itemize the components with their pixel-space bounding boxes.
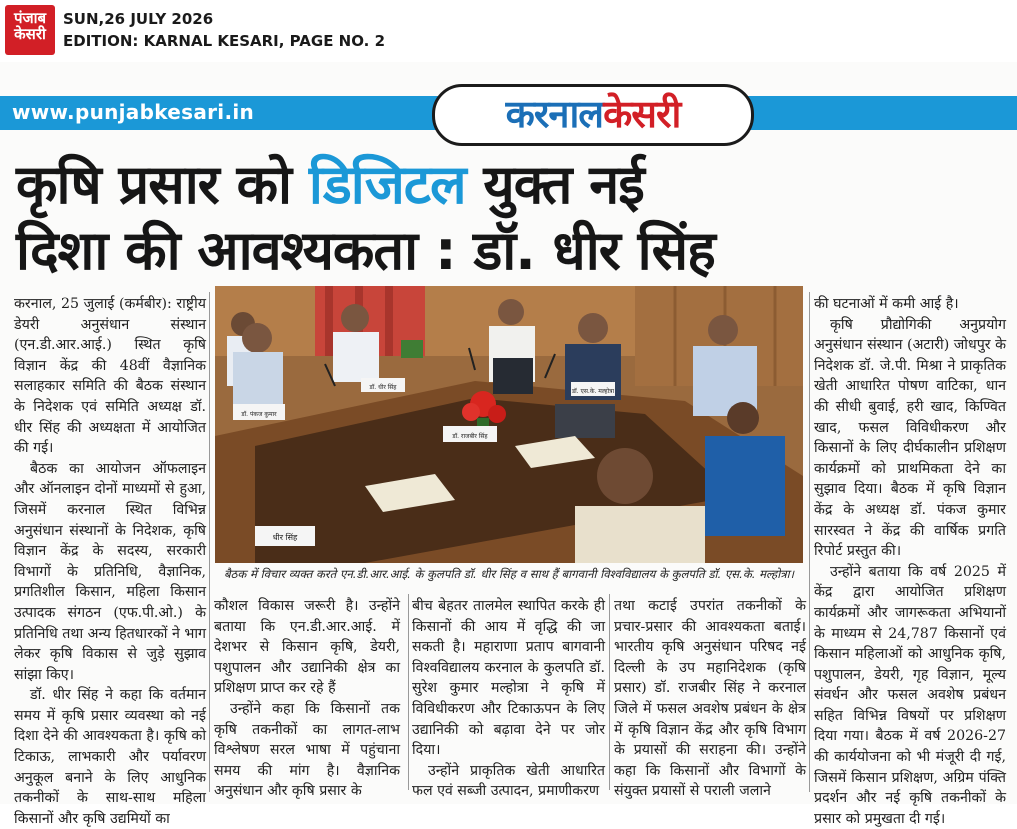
punjab-kesari-logo xyxy=(5,5,55,55)
article-column-1 xyxy=(14,294,206,829)
paragraph: तथा कटाई उपरांत तकनीकों के प्रचार-प्रसार की आवश्यकता बताई। भारतीय कृषि अनुसंधान परिषद नई दिल्ली के उप महानिदेशक (कृषि प्रसार) डॉ. राजबीर सिंह ने करनाल जिले में फसल अवशेष प्रबंधन के क्षेत्र में कृषि विज्ञान केंद्र और कृषि विभाग के प्रयासों की सराहना की। उन्होंने कहा कि किसानों और विभागों के संयुक्त प्रयासों से पराली जलाने xyxy=(614,598,806,800)
column-divider xyxy=(609,594,610,790)
nameplate-text: डॉ. राजबीर सिंह xyxy=(452,433,488,440)
website-url[interactable]: www.punjabkesari.in xyxy=(12,100,255,124)
headline-highlight: डिजिटल xyxy=(308,153,466,216)
paragraph: की घटनाओं में कमी आई है। xyxy=(814,296,959,312)
edition-date: SUN,26 JULY 2026 xyxy=(63,10,214,28)
nameplate-text: डॉ. पंकज कुमार xyxy=(241,411,277,418)
paragraph: डॉ. धीर सिंह ने कहा कि वर्तमान समय में कृषि प्रसार व्यवस्था को नई दिशा देने की आवश्यकता है। कृषि को टिकाऊ, लाभकारी और पर्यावरण अनुकूल बनाने के लिए आधुनिक तकनीकों के साथ-साथ महिला किसानों और कृषि उद्यमियों का xyxy=(14,687,206,827)
column-divider xyxy=(809,292,810,792)
headline-line-1-c: युक्त नई xyxy=(465,153,644,216)
headline-line-1-a: कृषि प्रसार को xyxy=(16,153,309,216)
logo-line-2: केसरी xyxy=(14,24,46,43)
masthead-title xyxy=(432,84,754,146)
column-divider xyxy=(408,594,409,790)
paragraph: करनाल, 25 जुलाई (कर्मबीर): राष्ट्रीय डेयरी अनुसंधान संस्थान (एन.डी.आर.आई.) स्थित कृषि विज्ञान केंद्र की 48वीं वैज्ञानिक सलाहकार समिति की बैठक संस्थान के निदेशक एवं समिति अध्यक्ष डॉ. धीर सिंह की अध्यक्षता में आयोजित की गई। xyxy=(14,296,206,457)
paragraph: बीच बेहतर तालमेल स्थापित करके ही किसानों की आय में वृद्धि की जा सकती है। महाराणा प्रताप बागवानी विश्वविद्यालय करनाल के कुलपति डॉ. सुरेश कुमार मल्होत्रा ने कृषि में विविधीकरण और टिकाऊपन के लिए उद्यानिकी को बढ़ावा देने पर जोर दिया। xyxy=(412,598,605,759)
article-column-4 xyxy=(614,596,806,802)
edition-name: EDITION: KARNAL KESARI, PAGE NO. 2 xyxy=(63,32,386,50)
headline-line-1 xyxy=(16,152,1006,218)
paragraph: कृषि प्रौद्योगिकी अनुप्रयोग अनुसंधान संस्थान (अटारी) जोधपुर के निदेशक डॉ. जे.पी. मिश्रा ने प्राकृतिक खेती आधारित पोषण वाटिका, धान की सीधी बुवाई, हरी खाद, किण्वित खाद, फसल विविधीकरण और किसानों के लिए दीर्घकालीन प्रशिक्षण कार्यक्रमों को प्राथमिकता देने का सुझाव दिया। बैठक में कृषि विज्ञान केंद्र के अध्यक्ष डॉ. पंकज कुमार सारस्वत ने केंद्र की वार्षिक प्रगति रिपोर्ट प्रस्तुत की। xyxy=(814,316,1006,560)
logo-line-1: पंजाब xyxy=(13,9,47,27)
paragraph: कौशल विकास जरूरी है। उन्होंने बताया कि एन.डी.आर.आई. में देशभर से किसान कृषि, डेयरी, पशुपालन और उद्यानिकी क्षेत्र का प्रशिक्षण प्राप्त कर रहे हैं xyxy=(214,598,400,697)
masthead-title-part-1: करनाल xyxy=(505,92,604,136)
edition-header xyxy=(0,0,1017,62)
column-divider xyxy=(209,292,210,792)
paragraph: उन्होंने कहा कि किसानों तक कृषि तकनीकों का लागत-लाभ विश्लेषण सरल भाषा में पहुंचाना समय की मांग है। वैज्ञानिक अनुसंधान और कृषि प्रसार के xyxy=(214,700,400,800)
article-column-2 xyxy=(214,596,400,802)
headline-line-2: दिशा की आवश्यकता : डॉ. धीर सिंह xyxy=(16,219,715,282)
paragraph: उन्होंने बताया कि वर्ष 2025 में केंद्र द्वारा आयोजित प्रशिक्षण कार्यक्रमों और जागरूकता अभियानों के माध्यम से 24,787 किसानों एवं किसान महिलाओं को आधुनिक कृषि, पशुपालन, डेयरी, गृह विज्ञान, मूल्य संवर्धन और फसल अवशेष प्रबंधन सहित विभिन्न विषयों पर प्रशिक्षण दिया गया। बैठक में वर्ष 2026-27 की कार्ययोजना को भी मंजूरी दी गई, जिसमें किसान प्रशिक्षण, अग्रिम पंक्ति प्रदर्शन और नई कृषि तकनीकों के प्रसार को प्रमुखता दी गई। xyxy=(814,563,1006,827)
meeting-photo-illustration xyxy=(215,286,803,563)
masthead-title-part-2: केसरी xyxy=(603,92,681,136)
headline xyxy=(16,152,1006,284)
meeting-photo xyxy=(215,286,803,563)
nameplate-text: डॉ. एस.के. मल्होत्रा xyxy=(571,388,615,395)
paragraph: उन्होंने प्राकृतिक खेती आधारित फल एवं सब्जी उत्पादन, प्रमाणीकरण xyxy=(412,762,605,800)
nameplate-text: डॉ. धीर सिंह xyxy=(369,384,397,391)
nameplate-text: धीर सिंह xyxy=(272,533,298,542)
article-column-3 xyxy=(412,596,605,802)
paragraph: बैठक का आयोजन ऑफलाइन और ऑनलाइन दोनों माध्यमों से हुआ, जिसमें करनाल स्थित विभिन्न अनुसंधान संस्थानों के निदेशक, कृषि विज्ञान केंद्र के सदस्य, सरकारी विभागों के प्रतिनिधि, वैज्ञानिक, प्रगतिशील किसान, महिला किसान उत्पादक संगठन (एफ.पी.ओ.) के प्रतिनिधि तथा अन्य हितधारकों ने भाग लेकर कृषि विकास से जुड़े सुझाव सांझा किए। xyxy=(14,460,206,683)
photo-caption: बैठक में विचार व्यक्त करते एन.डी.आर.आई. के कुलपति डॉ. धीर सिंह व साथ हैं बागवानी विश्वविद्यालय के कुलपति डॉ. एस.के. मल्होत्रा। xyxy=(224,567,794,581)
article-column-5 xyxy=(814,294,1006,829)
